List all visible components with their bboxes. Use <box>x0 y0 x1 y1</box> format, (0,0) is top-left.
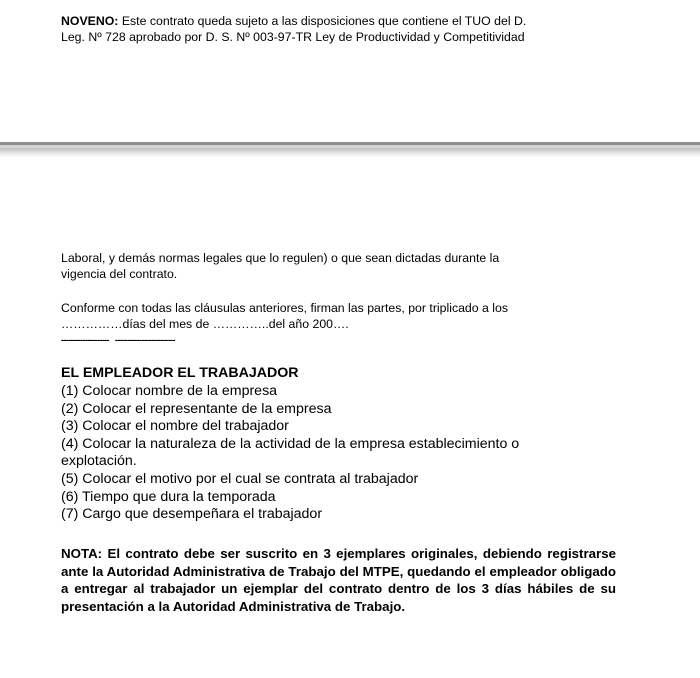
conforme-line-1: Conforme con todas las cláusulas anteriores, firman las partes, por triplicado a los <box>61 301 508 315</box>
continuation-line-1: Laboral, y demás normas legales que lo regulen) o que sean dictadas durante la <box>61 251 500 265</box>
signature-line-worker: ------------------------- <box>114 335 175 345</box>
list-item: (7) Cargo que desempeñara el trabajador <box>61 506 323 523</box>
signature-heading: EL EMPLEADOR EL TRABAJADOR <box>61 365 299 381</box>
list-item: (6) Tiempo que dura la temporada <box>61 488 276 505</box>
list-item: (3) Colocar el nombre del trabajador <box>61 418 289 435</box>
clause-text-line-1: Este contrato queda sujeto a las disposiciones que contiene el TUO del D. <box>121 14 527 28</box>
continuation-line-2: vigencia del contrato. <box>61 267 178 281</box>
list-item: (4) Colocar la naturaleza de la actividad de la empresa establecimiento o <box>61 435 520 452</box>
instructions-list <box>61 383 621 524</box>
list-item: explotación. <box>61 453 137 470</box>
clause-noveno <box>61 13 526 45</box>
nota-paragraph: NOTA: El contrato debe ser suscrito en 3 ejemplares originales, debiendo registrarse ante la Autoridad Administrativa de Trabajo del MTPE, quedando el empleador obligado a entregar al trabajador un ejemplar del contrato dentro de los 3 días hábiles de su presentación a la Autoridad Administrativa de Trabajo. <box>61 546 616 614</box>
signature-lines <box>61 335 181 345</box>
clause-label: NOVENO: <box>61 14 119 28</box>
list-item: (1) Colocar nombre de la empresa <box>61 383 278 399</box>
clause-continuation <box>61 250 499 282</box>
page-1-bottom <box>0 0 700 142</box>
page-separator <box>0 142 700 158</box>
signature-line-employer: -------------------- <box>61 335 109 345</box>
conforme-paragraph <box>61 300 508 332</box>
list-item: (5) Colocar el motivo por el cual se contrata al trabajador <box>61 470 419 487</box>
conforme-line-2: ……………días del mes de …………..del año 200…. <box>61 317 349 331</box>
list-item: (2) Colocar el representante de la empresa <box>61 400 332 417</box>
clause-text-line-2: Leg. Nº 728 aprobado por D. S. Nº 003-97-TR Ley de Productividad y Competitividad <box>61 30 525 44</box>
